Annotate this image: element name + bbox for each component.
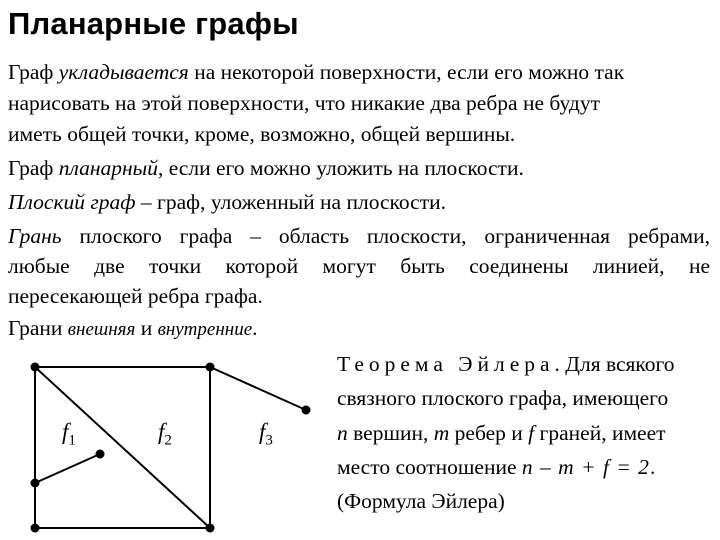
text: Грани [8, 316, 68, 340]
text: , если его можно уложить на плоскости. [157, 156, 524, 180]
term-plane-graph: Плоский граф [8, 190, 136, 214]
text: Граф [8, 156, 59, 180]
term-embeds: укладывается [58, 60, 189, 84]
text: – граф, уложенный на плоскости. [135, 190, 446, 214]
text: граней, имеет [534, 421, 666, 445]
face-label-f1: $f_1$ [62, 419, 76, 449]
text: Граф [8, 60, 59, 84]
theorem-line-5: (Формула Эйлера) [337, 489, 505, 513]
face-label-f3: $f_3$ [259, 419, 273, 449]
face-label-f2: $f_2$ [158, 419, 172, 449]
text: и [135, 316, 158, 340]
graph-edge [210, 367, 306, 410]
term-planar: планарный [58, 156, 158, 180]
term-outer: внешняя [67, 319, 136, 340]
text: место соотношение [337, 455, 522, 479]
var-m: m [433, 421, 450, 445]
graph-vertex [31, 524, 40, 533]
term-face: Грань [8, 224, 62, 248]
graph-vertex [31, 479, 40, 488]
var-n: n [337, 421, 348, 445]
text: ребер и [449, 421, 529, 445]
var-f: f [528, 421, 535, 445]
text: . [649, 455, 656, 479]
text: вершин, [347, 421, 434, 445]
term-inner: внутренние [157, 319, 253, 340]
page-title: Планарные графы [8, 6, 299, 41]
graph-vertex [31, 363, 40, 372]
theorem-line-2: связного плоского графа, имеющего [337, 386, 669, 410]
text: на некоторой поверхности, если его можно так [188, 60, 625, 84]
graph-vertex [96, 450, 105, 459]
graph-vertex [302, 406, 311, 415]
definition-face-line-2: любые две точки которой могут быть соединены линией, не [8, 254, 710, 278]
graph-vertex [206, 363, 215, 372]
euler-formula: n – m + f = 2 [521, 455, 650, 479]
text: . [252, 316, 258, 340]
text: . Для всякого [554, 352, 675, 376]
graph-vertex [206, 524, 215, 533]
text: плоского графа – область плоскости, ограниченная ребрами, [61, 224, 710, 248]
graph-edge [35, 454, 100, 483]
definition-embedding-line-3: иметь общей точки, кроме, возможно, общей вершины. [8, 122, 516, 146]
definition-embedding-line-2: нарисовать на этой поверхности, что никакие два ребра не будут [8, 91, 600, 115]
theorem-heading: Теорема Эйлера [337, 352, 555, 376]
definition-face-line-3: пересекающей ребра графа. [8, 284, 263, 308]
